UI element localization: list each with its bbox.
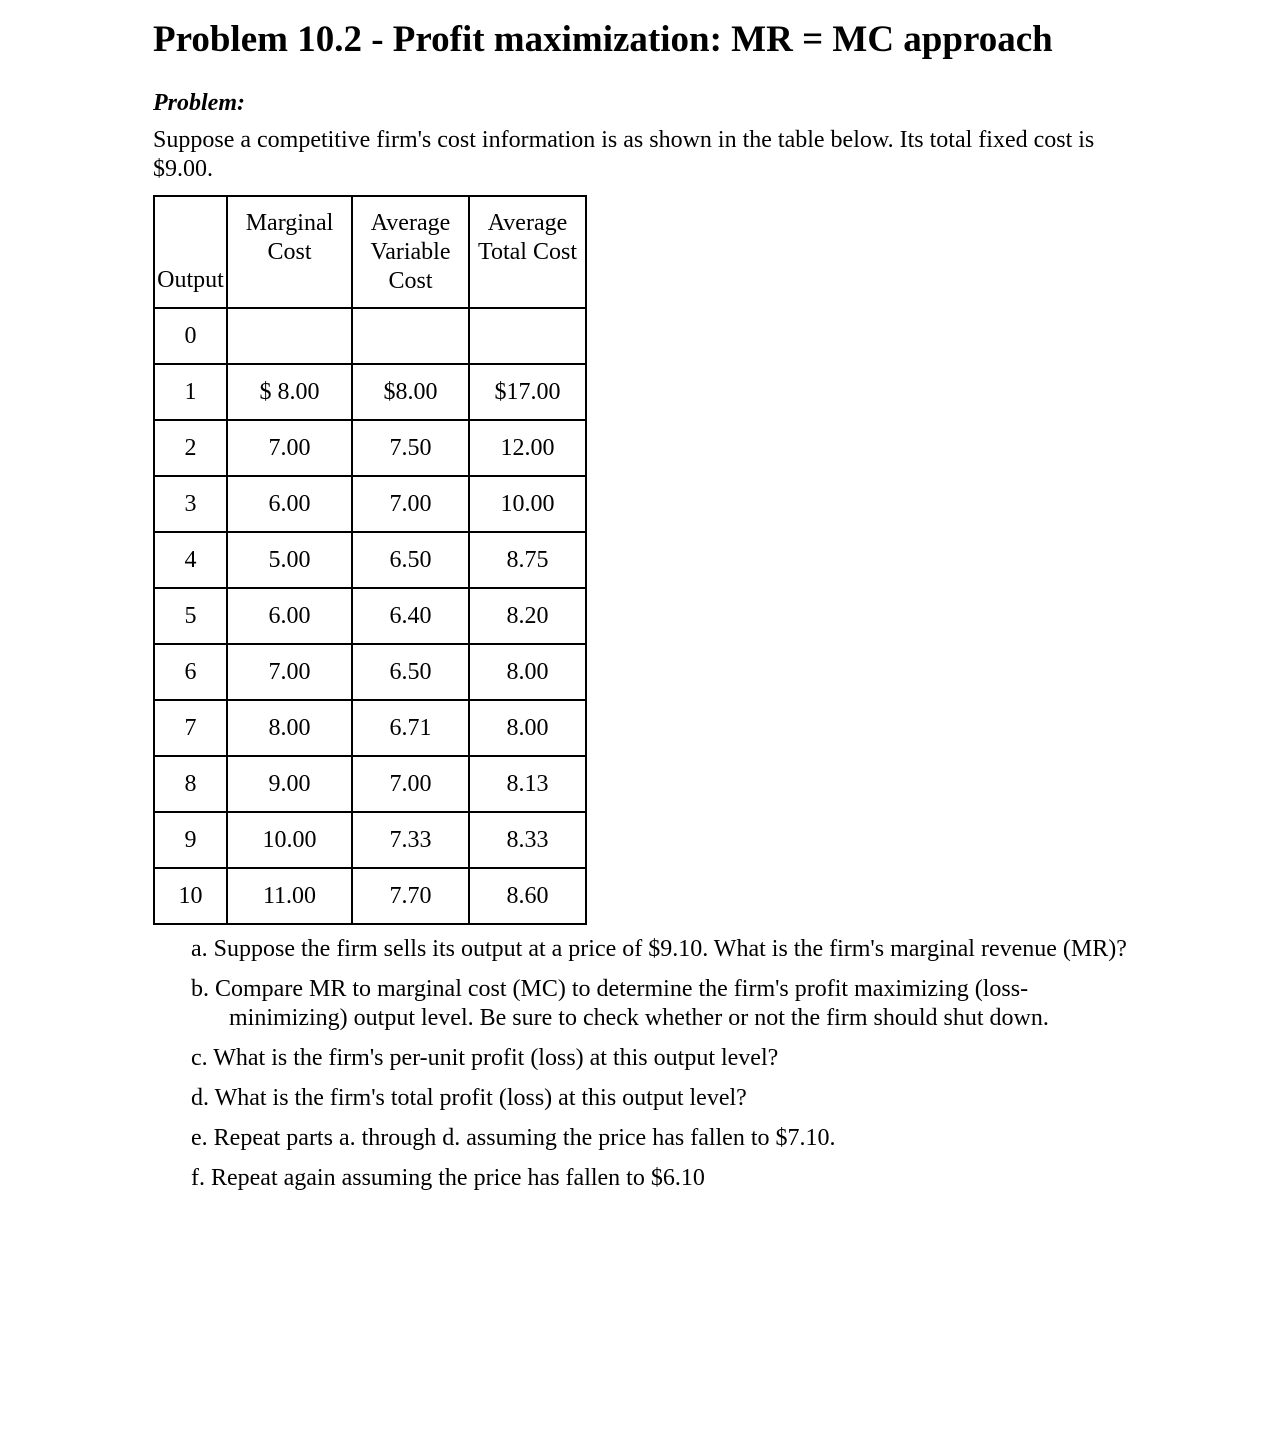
cell-marginal-cost: 11.00 xyxy=(227,868,352,924)
cell-marginal-cost: 9.00 xyxy=(227,756,352,812)
cell-average-total-cost: 8.60 xyxy=(469,868,586,924)
problem-intro: Suppose a competitive firm's cost information is as shown in the table below. Its total fixed cost is $9.00. xyxy=(153,127,1095,182)
table-row xyxy=(154,812,586,868)
header-output: Output xyxy=(154,196,227,308)
cell-average-total-cost: 12.00 xyxy=(469,420,586,476)
cell-average-variable-cost xyxy=(352,308,469,364)
header-marginal-cost: Marginal Cost xyxy=(227,196,352,308)
cell-marginal-cost: 6.00 xyxy=(227,476,352,532)
cell-output: 2 xyxy=(154,420,227,476)
cell-marginal-cost: $ 8.00 xyxy=(227,364,352,420)
cell-average-total-cost: 8.13 xyxy=(469,756,586,812)
cell-average-total-cost: $17.00 xyxy=(469,364,586,420)
cell-average-total-cost xyxy=(469,308,586,364)
question-list xyxy=(153,935,1141,1193)
cell-output: 4 xyxy=(154,532,227,588)
table-row xyxy=(154,476,586,532)
cell-average-total-cost: 8.33 xyxy=(469,812,586,868)
cell-marginal-cost: 7.00 xyxy=(227,644,352,700)
cell-output: 0 xyxy=(154,308,227,364)
table-row xyxy=(154,588,586,644)
question-item: c. What is the firm's per-unit profit (loss) at this output level? xyxy=(191,1045,779,1071)
table-row xyxy=(154,644,586,700)
question-item: b. Compare MR to marginal cost (MC) to determine the firm's profit maximizing (loss-minimizing) output level. Be sure to check whether or not the firm should shut down. xyxy=(191,976,1049,1031)
table-row xyxy=(154,756,586,812)
table-row xyxy=(154,868,586,924)
table-row xyxy=(154,420,586,476)
cell-average-variable-cost: 7.70 xyxy=(352,868,469,924)
question-item: a. Suppose the firm sells its output at a price of $9.10. What is the firm's marginal revenue (MR)? xyxy=(191,936,1127,962)
table-body xyxy=(154,308,586,924)
cell-average-variable-cost: 6.40 xyxy=(352,588,469,644)
cell-output: 7 xyxy=(154,700,227,756)
page-title: Problem 10.2 - Profit maximization: MR = MC approach xyxy=(153,19,1053,60)
cell-average-variable-cost: 7.33 xyxy=(352,812,469,868)
table-row xyxy=(154,532,586,588)
table-row xyxy=(154,308,586,364)
question-item: f. Repeat again assuming the price has fallen to $6.10 xyxy=(191,1165,705,1191)
cell-average-total-cost: 10.00 xyxy=(469,476,586,532)
cell-average-variable-cost: 6.50 xyxy=(352,532,469,588)
cell-average-total-cost: 8.00 xyxy=(469,644,586,700)
header-average-variable-cost: Average Variable Cost xyxy=(352,196,469,308)
cell-average-variable-cost: $8.00 xyxy=(352,364,469,420)
cell-output: 1 xyxy=(154,364,227,420)
table-row xyxy=(154,364,586,420)
cell-marginal-cost: 7.00 xyxy=(227,420,352,476)
cell-output: 5 xyxy=(154,588,227,644)
cell-marginal-cost: 10.00 xyxy=(227,812,352,868)
cell-average-variable-cost: 6.71 xyxy=(352,700,469,756)
header-average-total-cost: Average Total Cost xyxy=(469,196,586,308)
cell-output: 3 xyxy=(154,476,227,532)
problem-label: Problem: xyxy=(153,90,245,116)
cell-marginal-cost: 8.00 xyxy=(227,700,352,756)
document-page xyxy=(153,0,1133,1204)
cell-average-variable-cost: 6.50 xyxy=(352,644,469,700)
question-item: d. What is the firm's total profit (loss) at this output level? xyxy=(191,1085,747,1111)
question-item: e. Repeat parts a. through d. assuming the price has fallen to $7.10. xyxy=(191,1125,836,1151)
cell-average-total-cost: 8.00 xyxy=(469,700,586,756)
cell-average-total-cost: 8.75 xyxy=(469,532,586,588)
cell-average-variable-cost: 7.50 xyxy=(352,420,469,476)
cell-marginal-cost: 5.00 xyxy=(227,532,352,588)
cell-output: 10 xyxy=(154,868,227,924)
table-header-row xyxy=(154,196,586,308)
cell-output: 8 xyxy=(154,756,227,812)
cell-output: 6 xyxy=(154,644,227,700)
cell-average-variable-cost: 7.00 xyxy=(352,756,469,812)
cell-marginal-cost: 6.00 xyxy=(227,588,352,644)
cost-table xyxy=(153,195,587,925)
cell-output: 9 xyxy=(154,812,227,868)
cell-marginal-cost xyxy=(227,308,352,364)
cell-average-variable-cost: 7.00 xyxy=(352,476,469,532)
table-row xyxy=(154,700,586,756)
cell-average-total-cost: 8.20 xyxy=(469,588,586,644)
